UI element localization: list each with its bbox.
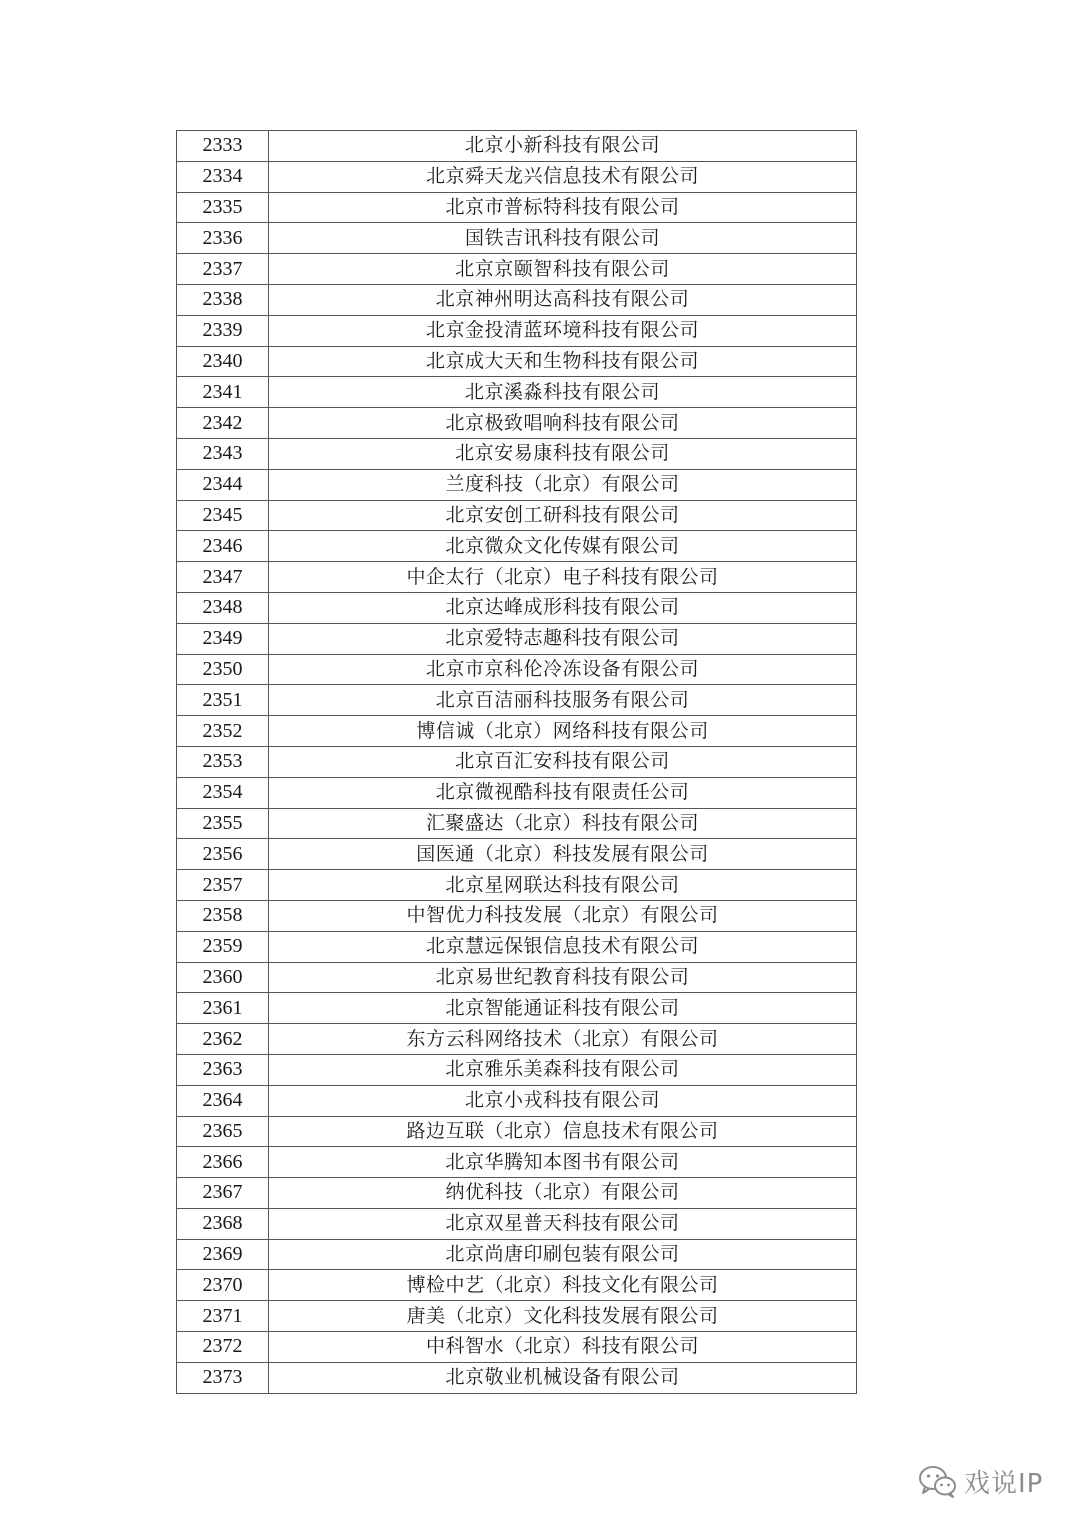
row-number: 2348 xyxy=(177,592,269,623)
table-row xyxy=(177,1362,857,1393)
row-number: 2368 xyxy=(177,1208,269,1239)
table-row xyxy=(177,469,857,500)
company-name: 北京敬业机械设备有限公司 xyxy=(269,1362,857,1393)
table-row xyxy=(177,1301,857,1332)
row-number: 2370 xyxy=(177,1270,269,1301)
row-number: 2362 xyxy=(177,1024,269,1055)
table-row xyxy=(177,839,857,870)
row-number: 2334 xyxy=(177,161,269,192)
company-name: 北京爱特志趣科技有限公司 xyxy=(269,623,857,654)
table-row xyxy=(177,993,857,1024)
row-number: 2349 xyxy=(177,623,269,654)
row-number: 2358 xyxy=(177,900,269,931)
company-name: 北京神州明达高科技有限公司 xyxy=(269,284,857,315)
company-name: 北京易世纪教育科技有限公司 xyxy=(269,962,857,993)
company-name: 北京双星普天科技有限公司 xyxy=(269,1208,857,1239)
table-row xyxy=(177,284,857,315)
row-number: 2354 xyxy=(177,777,269,808)
company-name: 中企太行（北京）电子科技有限公司 xyxy=(269,562,857,593)
row-number: 2337 xyxy=(177,254,269,285)
company-name: 兰度科技（北京）有限公司 xyxy=(269,469,857,500)
company-list-body xyxy=(177,131,857,1394)
row-number: 2367 xyxy=(177,1178,269,1209)
table-row xyxy=(177,592,857,623)
table-row xyxy=(177,716,857,747)
table-row xyxy=(177,1270,857,1301)
table-row xyxy=(177,870,857,901)
row-number: 2336 xyxy=(177,223,269,254)
company-list-table xyxy=(176,130,857,1394)
company-name: 汇聚盛达（北京）科技有限公司 xyxy=(269,808,857,839)
table-row xyxy=(177,1054,857,1085)
table-row xyxy=(177,931,857,962)
watermark-text: 戏说IP xyxy=(964,1469,1044,1499)
row-number: 2350 xyxy=(177,654,269,685)
company-name: 北京京颐智科技有限公司 xyxy=(269,254,857,285)
table-row xyxy=(177,1208,857,1239)
row-number: 2351 xyxy=(177,685,269,716)
table-row xyxy=(177,500,857,531)
company-name: 北京市京科伦冷冻设备有限公司 xyxy=(269,654,857,685)
company-name: 博检中艺（北京）科技文化有限公司 xyxy=(269,1270,857,1301)
table-row xyxy=(177,654,857,685)
row-number: 2338 xyxy=(177,284,269,315)
table-row xyxy=(177,131,857,162)
row-number: 2356 xyxy=(177,839,269,870)
company-name: 北京小新科技有限公司 xyxy=(269,131,857,162)
table-row xyxy=(177,315,857,346)
company-name: 中科智水（北京）科技有限公司 xyxy=(269,1332,857,1363)
company-name: 国铁吉讯科技有限公司 xyxy=(269,223,857,254)
row-number: 2372 xyxy=(177,1332,269,1363)
row-number: 2346 xyxy=(177,531,269,562)
table-row xyxy=(177,223,857,254)
table-row xyxy=(177,192,857,223)
row-number: 2344 xyxy=(177,469,269,500)
table-row xyxy=(177,1024,857,1055)
company-name: 博信诚（北京）网络科技有限公司 xyxy=(269,716,857,747)
company-name: 北京微视酷科技有限责任公司 xyxy=(269,777,857,808)
table-row xyxy=(177,1085,857,1116)
row-number: 2361 xyxy=(177,993,269,1024)
table-row xyxy=(177,1116,857,1147)
company-name: 北京智能通证科技有限公司 xyxy=(269,993,857,1024)
table-row xyxy=(177,1239,857,1270)
table-row xyxy=(177,408,857,439)
row-number: 2364 xyxy=(177,1085,269,1116)
row-number: 2339 xyxy=(177,315,269,346)
table-row xyxy=(177,962,857,993)
table-row xyxy=(177,777,857,808)
watermark xyxy=(918,1463,1043,1500)
company-name: 北京百汇安科技有限公司 xyxy=(269,746,857,777)
company-name: 北京舜天龙兴信息技术有限公司 xyxy=(269,161,857,192)
table-row xyxy=(177,377,857,408)
row-number: 2365 xyxy=(177,1116,269,1147)
company-name: 北京极致唱响科技有限公司 xyxy=(269,408,857,439)
company-name: 北京雅乐美森科技有限公司 xyxy=(269,1054,857,1085)
row-number: 2357 xyxy=(177,870,269,901)
table-row xyxy=(177,1332,857,1363)
company-name: 国医通（北京）科技发展有限公司 xyxy=(269,839,857,870)
table-row xyxy=(177,531,857,562)
company-name: 北京百洁丽科技服务有限公司 xyxy=(269,685,857,716)
company-name: 北京市普标特科技有限公司 xyxy=(269,192,857,223)
company-name: 北京安易康科技有限公司 xyxy=(269,438,857,469)
company-name: 北京尚唐印刷包装有限公司 xyxy=(269,1239,857,1270)
company-name: 北京成大天和生物科技有限公司 xyxy=(269,346,857,377)
table-row xyxy=(177,161,857,192)
row-number: 2355 xyxy=(177,808,269,839)
company-name: 北京微众文化传媒有限公司 xyxy=(269,531,857,562)
row-number: 2342 xyxy=(177,408,269,439)
table-row xyxy=(177,623,857,654)
row-number: 2340 xyxy=(177,346,269,377)
table-row xyxy=(177,1147,857,1178)
row-number: 2373 xyxy=(177,1362,269,1393)
company-name: 北京小戎科技有限公司 xyxy=(269,1085,857,1116)
row-number: 2341 xyxy=(177,377,269,408)
company-name: 中智优力科技发展（北京）有限公司 xyxy=(269,900,857,931)
wechat-icon xyxy=(918,1464,958,1500)
row-number: 2352 xyxy=(177,716,269,747)
row-number: 2333 xyxy=(177,131,269,162)
row-number: 2347 xyxy=(177,562,269,593)
company-name: 北京华腾知本图书有限公司 xyxy=(269,1147,857,1178)
row-number: 2371 xyxy=(177,1301,269,1332)
company-name: 北京溪淼科技有限公司 xyxy=(269,377,857,408)
company-name: 北京安创工研科技有限公司 xyxy=(269,500,857,531)
company-name: 纳优科技（北京）有限公司 xyxy=(269,1178,857,1209)
row-number: 2343 xyxy=(177,438,269,469)
company-name: 北京金投清蓝环境科技有限公司 xyxy=(269,315,857,346)
company-name: 唐美（北京）文化科技发展有限公司 xyxy=(269,1301,857,1332)
row-number: 2366 xyxy=(177,1147,269,1178)
table-row xyxy=(177,254,857,285)
company-name: 北京星网联达科技有限公司 xyxy=(269,870,857,901)
row-number: 2345 xyxy=(177,500,269,531)
row-number: 2359 xyxy=(177,931,269,962)
company-name: 路边互联（北京）信息技术有限公司 xyxy=(269,1116,857,1147)
row-number: 2363 xyxy=(177,1054,269,1085)
row-number: 2353 xyxy=(177,746,269,777)
table-row xyxy=(177,685,857,716)
table-row xyxy=(177,746,857,777)
table-row xyxy=(177,438,857,469)
row-number: 2360 xyxy=(177,962,269,993)
table-row xyxy=(177,808,857,839)
table-row xyxy=(177,1178,857,1209)
company-name: 北京达峰成形科技有限公司 xyxy=(269,592,857,623)
row-number: 2369 xyxy=(177,1239,269,1270)
row-number: 2335 xyxy=(177,192,269,223)
company-name: 东方云科网络技术（北京）有限公司 xyxy=(269,1024,857,1055)
company-name: 北京慧远保银信息技术有限公司 xyxy=(269,931,857,962)
table-row xyxy=(177,900,857,931)
table-row xyxy=(177,562,857,593)
table-row xyxy=(177,346,857,377)
